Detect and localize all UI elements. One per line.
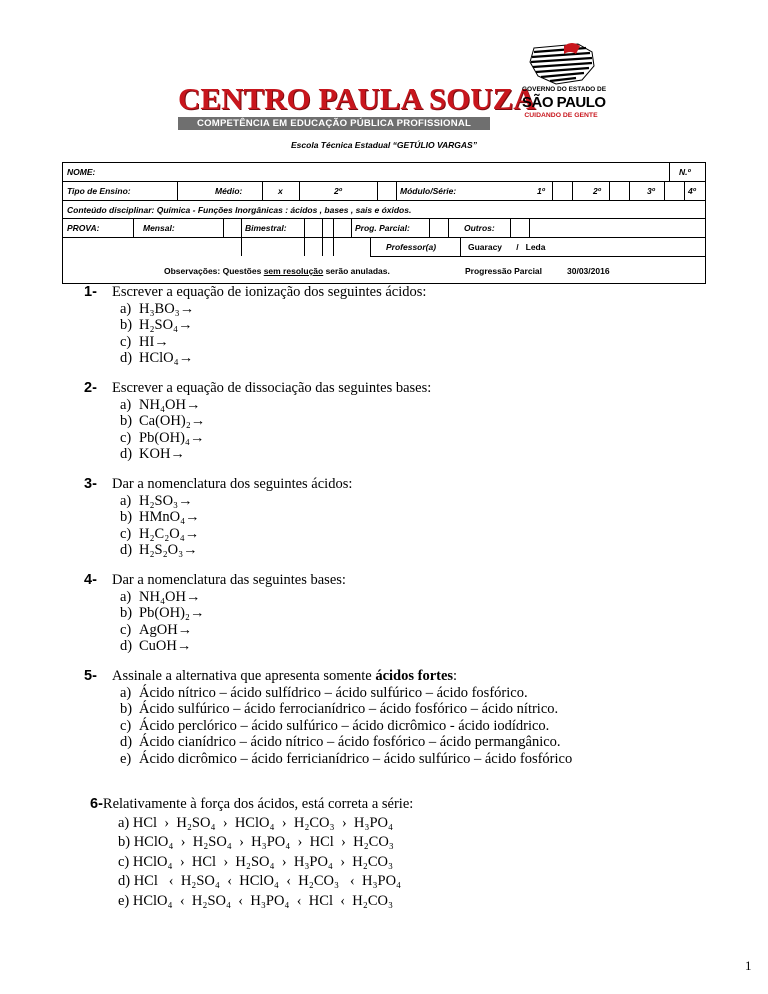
sp-logo-tagline: CUIDANDO DE GENTE <box>524 112 598 119</box>
question-number: 1- <box>84 284 97 300</box>
list-item: c) HI→ <box>120 333 169 350</box>
list-item: b) H₂SO₄→ <box>120 317 193 334</box>
list-item: c) Ácido perclórico – ácido sulfúrico – ácido dicrômico - ácido iodídrico. <box>120 717 550 734</box>
question-text: Relativamente à força dos ácidos, está correta a série: <box>102 796 414 812</box>
education-type-label: Tipo de Ensino: <box>67 186 131 196</box>
list-item: b) HMnO₄→ <box>120 509 200 526</box>
question-text: Dar a nomenclatura das seguintes bases: <box>112 572 346 588</box>
medio-label: Médio: <box>215 186 243 196</box>
list-item: c) AgOH→ <box>120 621 193 638</box>
question-2 <box>84 380 431 463</box>
question-text: Dar a nomenclatura dos seguintes ácidos: <box>112 476 353 492</box>
list-item: a) H₂SO₃→ <box>120 492 193 509</box>
list-item: c) H₂C₂O₄→ <box>120 525 200 542</box>
list-item: d) Ácido cianídrico – ácido nítrico – ácido fosfórico – ácido permangânico. <box>120 734 561 751</box>
name-label: NOME: <box>67 167 96 177</box>
bimonthly-label: Bimestral: <box>245 223 287 233</box>
question-number: 5- <box>84 668 97 684</box>
exam-date: 30/03/2016 <box>567 266 610 276</box>
question-number: 4- <box>84 572 97 588</box>
question-3 <box>84 476 352 559</box>
list-item: c) HClO₄ › HCl › H₂SO₄ › H₃PO₄ › H₂CO₃ <box>118 853 394 870</box>
question-number: 3- <box>84 476 97 492</box>
list-item: e) HClO₄ ‹ H₂SO₄ ‹ H₃PO₄ ‹ HCl ‹ H₂CO₃ <box>118 892 394 909</box>
module-series-label: Módulo/Série: <box>400 186 457 196</box>
list-item: d) H₂S₂O₃→ <box>120 542 198 559</box>
partial-progression-label: Prog. Parcial: <box>355 223 410 233</box>
list-item: a) HCl › H₂SO₄ › HClO₄ › H₂CO₃ › H₃PO₄ <box>118 815 394 831</box>
exam-label: PROVA: <box>67 223 100 233</box>
question-text: Assinale a alternativa que apresenta somente ácidos fortes: <box>112 668 458 684</box>
module-4-label: 4º <box>688 186 696 196</box>
list-item: e) Ácido dicrômico – ácido ferricianídrico – ácido sulfúrico – ácido fosfórico <box>120 750 573 767</box>
page-number: 1 <box>745 958 752 973</box>
list-item: c) Pb(OH)₄→ <box>120 429 205 446</box>
content-subject: Conteúdo disciplinar: Química - Funções Inorgânicas : ácidos , bases , sais e óxidos. <box>67 205 412 215</box>
sp-logo-name: SÃO PAULO <box>522 94 606 111</box>
centro-paula-souza-logo <box>178 80 536 132</box>
monthly-label: Mensal: <box>143 223 175 233</box>
list-item: a) Ácido nítrico – ácido sulfídrico – ácido sulfúrico – ácido fosfórico. <box>120 684 528 701</box>
list-item: b) Pb(OH)₂→ <box>120 605 205 622</box>
medio-serie-label: 2º <box>334 186 342 196</box>
list-item: b) Ácido sulfúrico – ácido ferrocianídrico – ácido fosfórico – ácido nítrico. <box>120 701 559 718</box>
question-1 <box>84 284 426 367</box>
module-3-label: 3º <box>647 186 655 196</box>
exam-header-table <box>62 162 706 284</box>
observations-note: Observações: Questões sem resolução serão anuladas. <box>164 266 390 276</box>
cps-logo-title: CENTRO PAULA SOUZA <box>178 81 536 116</box>
list-item: d) HClO₄→ <box>120 350 194 367</box>
list-item: b) HClO₄ › H₂SO₄ › H₃PO₄ › HCl › H₂CO₃ <box>118 834 394 851</box>
others-label: Outros: <box>464 223 495 233</box>
number-label: N.º <box>679 167 691 177</box>
module-1-label: 1º <box>537 186 545 196</box>
list-item: d) CuOH→ <box>120 638 192 655</box>
teacher-names: Guaracy / Leda <box>468 242 546 252</box>
sao-paulo-map-icon <box>522 40 600 86</box>
cps-logo-subtitle: COMPETÊNCIA EM EDUCAÇÃO PÚBLICA PROFISSIONAL <box>178 117 490 130</box>
sp-logo-government-text: GOVERNO DO ESTADO DE <box>522 86 607 93</box>
list-item: d) HCl ‹ H₂SO₄ ‹ HClO₄ ‹ H₂CO₃ ‹ H₃PO₄ <box>118 873 402 890</box>
question-5 <box>84 668 572 768</box>
list-item: b) Ca(OH)₂→ <box>120 413 206 430</box>
list-item: a) NH₄OH→ <box>120 396 201 413</box>
question-text: Escrever a equação de dissociação das seguintes bases: <box>112 380 432 396</box>
question-4 <box>84 572 346 655</box>
question-6 <box>90 794 413 911</box>
medio-checkbox-mark: x <box>278 186 283 196</box>
list-item: d) KOH→ <box>120 446 185 463</box>
sao-paulo-government-logo <box>522 40 607 130</box>
school-name: Escola Técnica Estadual “GETÚLIO VARGAS” <box>291 140 477 150</box>
list-item: a) NH₄OH→ <box>120 588 201 605</box>
question-number: 2- <box>84 380 97 396</box>
question-number: 6- <box>90 796 103 812</box>
progression-label: Progressão Parcial <box>465 266 543 276</box>
teacher-label: Professor(a) <box>386 242 437 252</box>
module-2-label: 2º <box>593 186 601 196</box>
list-item: a) H₃BO₃→ <box>120 300 195 317</box>
question-text: Escrever a equação de ionização dos seguintes ácidos: <box>112 284 427 300</box>
